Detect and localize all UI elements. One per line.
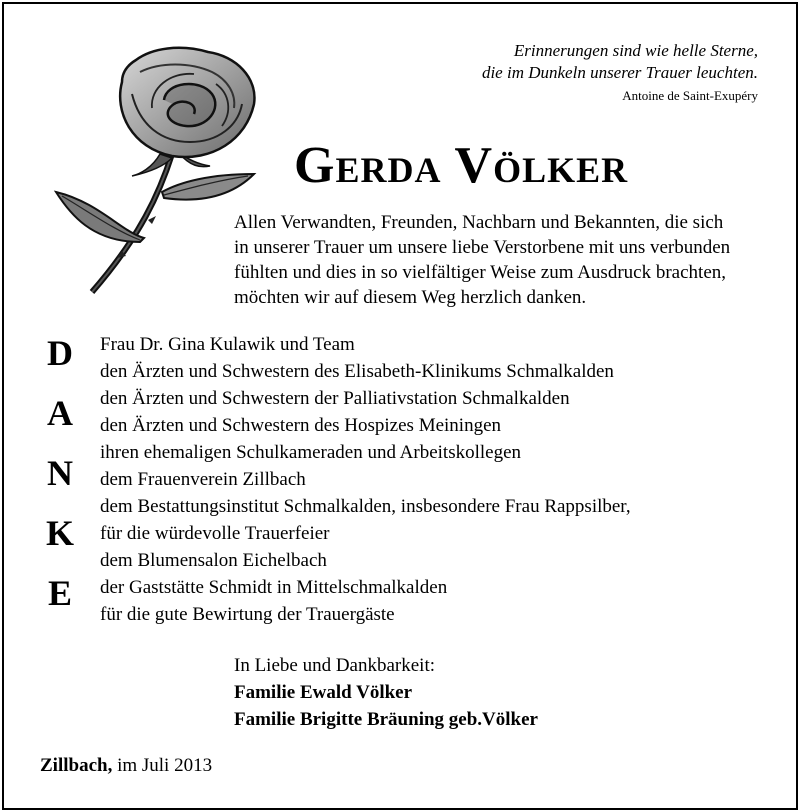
thanks-line: für die würdevolle Trauerfeier [100,523,330,544]
place-date [40,754,212,778]
thanks-line: ihren ehemaligen Schulkameraden und Arbeitskollegen [100,442,522,463]
thanks-line: der Gaststätte Schmidt in Mittelschmalkalden [100,577,448,598]
closing-intro: In Liebe und Dankbarkeit: [234,655,436,676]
intro-line: Allen Verwandten, Freunden, Nachbarn und Bekannten, die sich [234,212,724,233]
thanks-line: dem Frauenverein Zillbach [100,469,306,490]
thanks-line: den Ärzten und Schwestern des Elisabeth-Klinikums Schmalkalden [100,361,614,382]
thanks-line: Frau Dr. Gina Kulawik und Team [100,334,355,355]
quote-line: die im Dunkeln unserer Trauer leuchten. [481,63,758,82]
thanks-line: dem Bestattungsinstitut Schmalkalden, insbesondere Frau Rappsilber, [100,496,631,517]
danke-letter: D [47,333,73,373]
obituary-notice [2,2,798,810]
danke-letter: E [47,573,72,613]
family-name: Familie Ewald Völker [234,682,413,703]
danke-letter: A [47,393,73,433]
intro-line: in unserer Trauer um unsere liebe Verstorbene mit uns verbunden [234,237,731,258]
thanks-line: den Ärzten und Schwestern des Hospizes Meiningen [100,415,502,436]
intro-text [234,210,774,310]
intro-line: möchten wir auf diesem Weg herzlich danken. [234,287,587,308]
place: Zillbach, [40,755,113,776]
thanks-line: dem Blumensalon Eichelbach [100,550,327,571]
thanks-line: für die gute Bewirtung der Trauergäste [100,604,395,625]
thanks-line: den Ärzten und Schwestern der Palliativstation Schmalkalden [100,388,570,409]
closing-block [234,652,538,733]
family-name: Familie Brigitte Bräuning geb.Völker [234,709,538,730]
danke-vertical [40,330,80,630]
intro-line: fühlten und dies in so vielfältiger Weise zum Ausdruck brachten, [234,262,726,283]
date: im Juli 2013 [117,755,213,776]
quote-author: Antoine de Saint-Exupéry [622,88,758,103]
danke-letter: K [45,513,74,553]
danke-letter: N [47,453,73,493]
deceased-name: Gerda Völker [294,137,629,194]
quote-line: Erinnerungen sind wie helle Sterne, [513,41,758,60]
thanks-list [100,331,631,628]
quote [482,40,758,84]
